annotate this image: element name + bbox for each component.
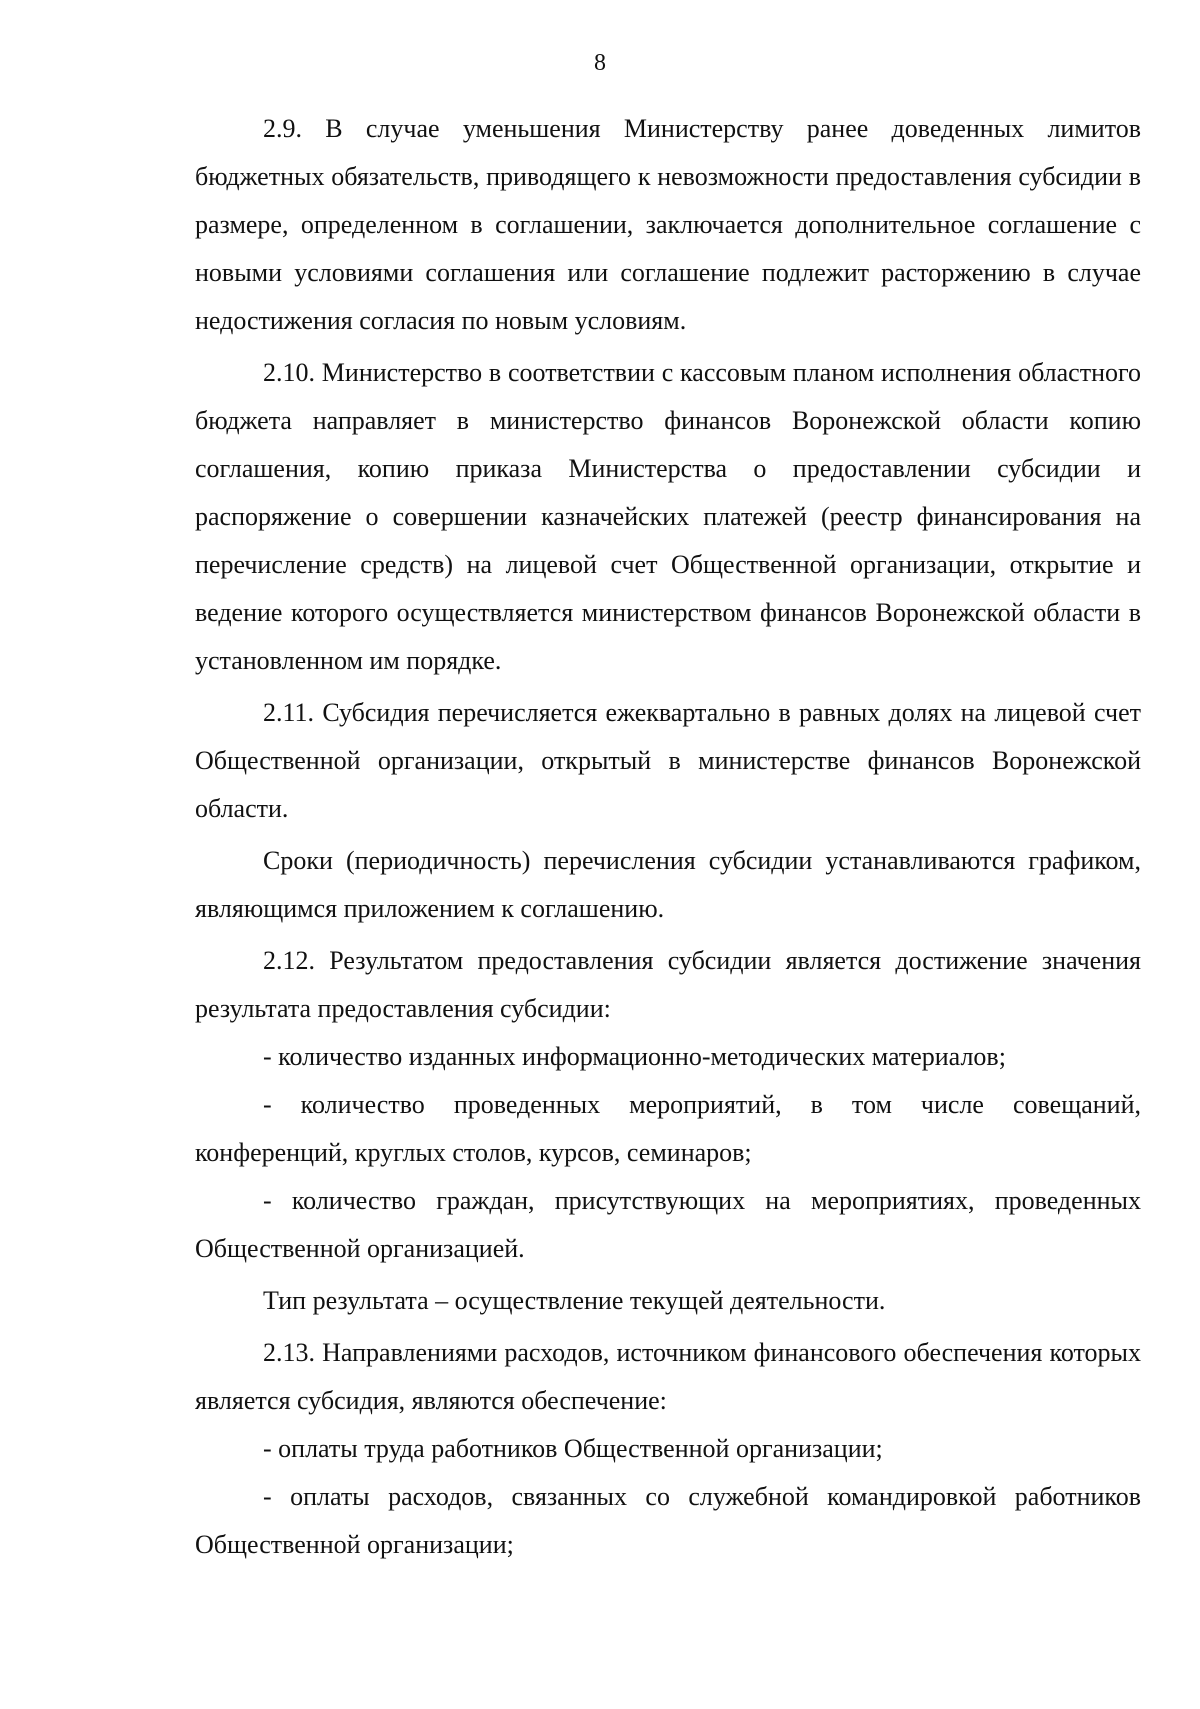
paragraph-result-type: Тип результата – осуществление текущей деятельности. [263, 1286, 886, 1315]
list-item-business-trips: - оплаты расходов, связанных со служебной командировкой работников Общественной организации; [195, 1482, 1141, 1559]
paragraph-2-13: 2.13. Направлениями расходов, источником финансового обеспечения которых является субсидия, являются обеспечение: [195, 1338, 1141, 1415]
paragraph-2-11: 2.11. Субсидия перечисляется ежеквартально в равных долях на лицевой счет Общественной организации, открытый в министерстве финансов Воронежской области. [195, 698, 1141, 823]
paragraph-2-9: 2.9. В случае уменьшения Министерству ранее доведенных лимитов бюджетных обязательств, приводящего к невозможности предоставления субсидии в размере, определенном в соглашении, заключается дополнительное соглашение с новыми условиями соглашения или соглашение подлежит расторжению в случае недостижения согласия по новым условиям. [195, 114, 1141, 335]
paragraph-2-10: 2.10. Министерство в соответствии с кассовым планом исполнения областного бюджета направляет в министерство финансов Воронежской области копию соглашения, копию приказа Министерства о предоставлении субсидии и распоряжение о совершении казначейских платежей (реестр финансирования на перечисление средств) на лицевой счет Общественной организации, открытие и ведение которого осуществляется министерством финансов Воронежской области в установленном им порядке. [195, 358, 1141, 675]
list-item-wages: - оплаты труда работников Общественной организации; [263, 1434, 883, 1463]
paragraph-2-12: 2.12. Результатом предоставления субсидии является достижение значения результата предоставления субсидии: [195, 946, 1141, 1023]
page-number: 8 [594, 50, 606, 76]
paragraph-transfer-schedule: Сроки (периодичность) перечисления субсидии устанавливаются графиком, являющимся приложением к соглашению. [195, 846, 1141, 923]
list-item-events: - количество проведенных мероприятий, в том числе совещаний, конференций, круглых столов, курсов, семинаров; [195, 1090, 1141, 1167]
list-item-attendees: - количество граждан, присутствующих на мероприятиях, проведенных Общественной организацией. [195, 1186, 1141, 1263]
list-item-materials: - количество изданных информационно-методических материалов; [263, 1042, 1006, 1071]
document-body [195, 105, 1141, 1569]
